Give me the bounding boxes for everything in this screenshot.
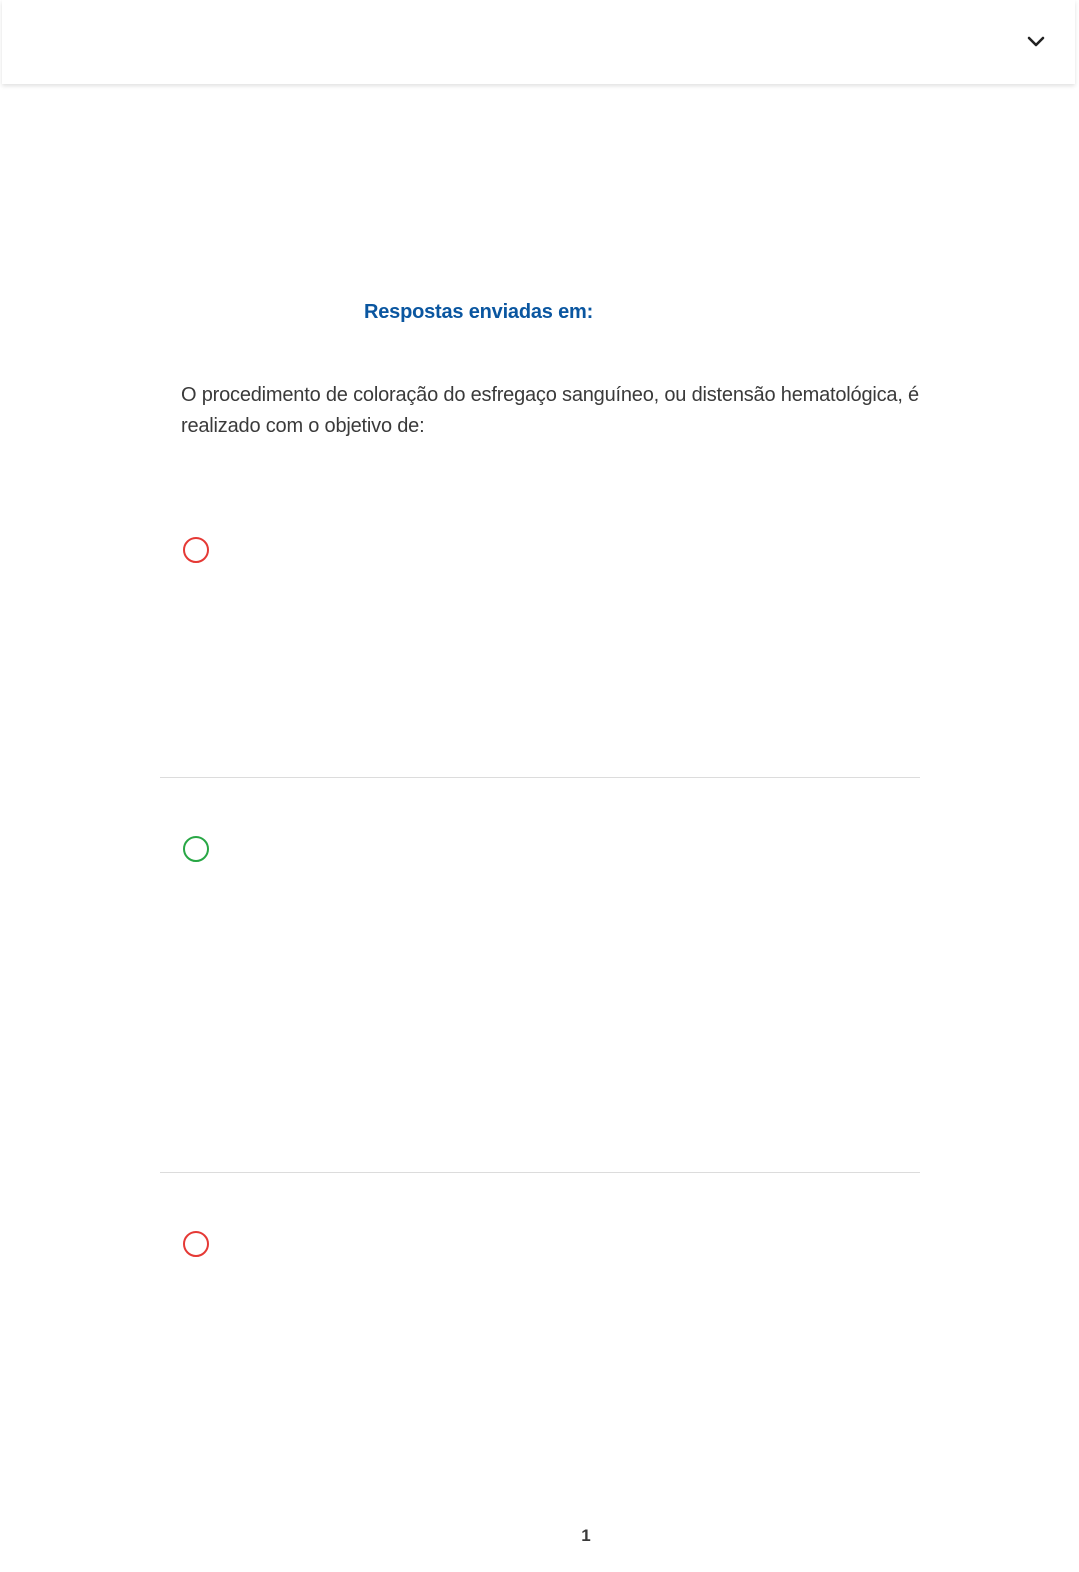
option-radio-incorrect[interactable] xyxy=(183,1231,209,1257)
option-divider xyxy=(160,1172,920,1173)
submitted-label: Respostas enviadas em: xyxy=(364,301,594,323)
expand-toggle-button[interactable] xyxy=(1020,28,1052,56)
top-bar xyxy=(2,0,1075,84)
chevron-down-icon xyxy=(1026,35,1046,49)
option-radio-incorrect[interactable] xyxy=(183,537,209,563)
option-divider xyxy=(160,777,920,778)
question-text: O procedimento de coloração do esfregaço sanguíneo, ou distensão hematológica, é realizado com o objetivo de: xyxy=(181,384,919,437)
page-number: 1 xyxy=(581,1526,591,1545)
option-radio-correct[interactable] xyxy=(183,836,209,862)
